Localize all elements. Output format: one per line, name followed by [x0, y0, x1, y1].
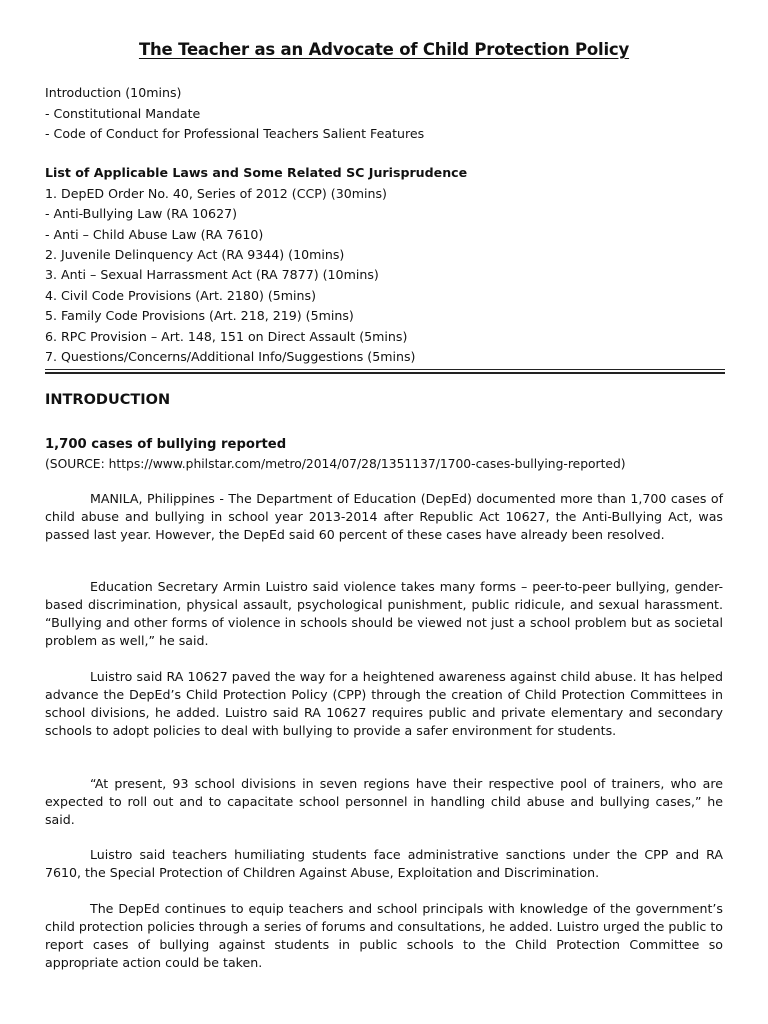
- outline-item: Introduction (10mins): [45, 85, 182, 100]
- section-heading: INTRODUCTION: [45, 392, 171, 408]
- article-title: 1,700 cases of bullying reported: [45, 437, 287, 452]
- law-item: 2. Juvenile Delinquency Act (RA 9344) (10mins): [45, 247, 345, 262]
- paragraph: Luistro said teachers humiliating students face administrative sanctions under the CPP and RA 7610, the Special Protection of Children Against Abuse, Exploitation and Discrimination.: [45, 847, 723, 880]
- paragraph: Education Secretary Armin Luistro said violence takes many forms – peer-to-peer bullying, gender-based discrimination, physical assault, psychological punishment, public ridicule, and sexual harassment. “Bullying and other forms of violence in schools should be viewed not just a school problem but as societal problem as well,” he said.: [45, 579, 723, 648]
- article-source: (SOURCE: https://www.philstar.com/metro/2014/07/28/1351137/1700-cases-bullying-reported): [45, 457, 626, 471]
- law-item: 7. Questions/Concerns/Additional Info/Suggestions (5mins): [45, 349, 416, 364]
- paragraph: The DepEd continues to equip teachers and school principals with knowledge of the government’s child protection policies through a series of forums and consultations, he added. Luistro urged the public to report cases of bullying against students in public schools to the Child Protection Committee so appropriate action could be taken.: [45, 901, 723, 970]
- law-item: 3. Anti – Sexual Harrassment Act (RA 7877) (10mins): [45, 267, 379, 282]
- paragraph: “At present, 93 school divisions in seven regions have their respective pool of trainers, who are expected to roll out and to capacitate school personnel in handling child abuse and bullying cases,” he said.: [45, 776, 723, 827]
- document-title: The Teacher as an Advocate of Child Protection Policy: [138, 40, 630, 59]
- law-item: 1. DepED Order No. 40, Series of 2012 (CCP) (30mins): [45, 186, 387, 201]
- divider: [45, 372, 725, 374]
- law-item: - Anti – Child Abuse Law (RA 7610): [45, 227, 264, 242]
- laws-heading: List of Applicable Laws and Some Related SC Jurisprudence: [45, 165, 468, 180]
- document-page: [45, 0, 723, 1024]
- law-item: - Anti-Bullying Law (RA 10627): [45, 206, 238, 221]
- outline-item: - Code of Conduct for Professional Teachers Salient Features: [45, 126, 425, 141]
- law-item: 6. RPC Provision – Art. 148, 151 on Direct Assault (5mins): [45, 329, 408, 344]
- outline-item: - Constitutional Mandate: [45, 106, 201, 121]
- paragraph: MANILA, Philippines - The Department of Education (DepEd) documented more than 1,700 cases of child abuse and bullying in school year 2013-2014 after Republic Act 10627, the Anti-Bullying Act, was passed last year. However, the DepEd said 60 percent of these cases have already been resolved.: [45, 491, 723, 542]
- law-item: 4. Civil Code Provisions (Art. 2180) (5mins): [45, 288, 317, 303]
- paragraph: Luistro said RA 10627 paved the way for a heightened awareness against child abuse. It has helped advance the DepEd’s Child Protection Policy (CPP) through the creation of Child Protection Committees in school divisions, he added. Luistro said RA 10627 requires public and private elementary and secondary schools to adopt policies to deal with bullying to provide a safer environment for students.: [45, 669, 723, 738]
- law-item: 5. Family Code Provisions (Art. 218, 219) (5mins): [45, 308, 354, 323]
- divider: [45, 369, 725, 370]
